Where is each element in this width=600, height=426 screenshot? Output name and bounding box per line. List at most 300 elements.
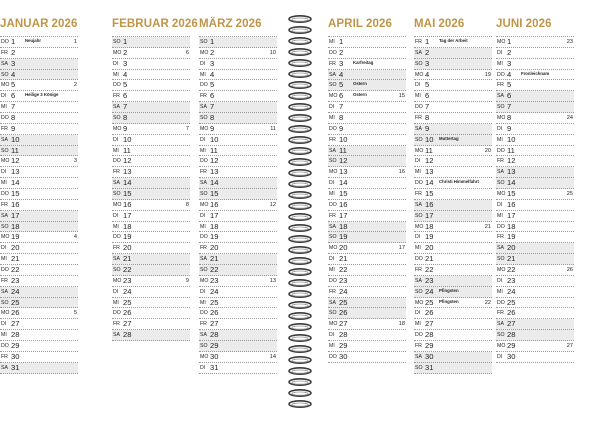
weekday-label: MI bbox=[329, 343, 335, 350]
weekday-label: DI bbox=[1, 169, 7, 176]
weekday-label: DO bbox=[200, 234, 208, 241]
day-number: 31 bbox=[425, 362, 434, 372]
month-name: APRIL bbox=[328, 18, 363, 30]
binding-ring bbox=[289, 137, 311, 143]
day-number: 11 bbox=[11, 145, 19, 155]
day-number: 12 bbox=[123, 156, 132, 166]
day-row bbox=[199, 156, 277, 167]
day-row bbox=[328, 330, 406, 341]
day-number: 6 bbox=[425, 91, 430, 101]
day-row bbox=[328, 124, 406, 135]
weekday-label: DO bbox=[497, 299, 505, 306]
binding-ring bbox=[289, 269, 311, 275]
binding-ring bbox=[289, 159, 311, 165]
day-list bbox=[199, 36, 277, 374]
day-row bbox=[496, 70, 574, 81]
day-row bbox=[328, 189, 406, 200]
weekday-label: DO bbox=[497, 147, 505, 154]
day-number: 5 bbox=[123, 80, 128, 90]
weekday-label: SO bbox=[1, 71, 9, 78]
day-row bbox=[414, 265, 492, 276]
week-number: 13 bbox=[269, 277, 276, 284]
day-row bbox=[414, 341, 492, 352]
weekday-label: SA bbox=[113, 332, 120, 339]
day-row bbox=[0, 156, 78, 167]
day-row bbox=[328, 211, 406, 222]
day-row bbox=[199, 70, 277, 81]
weekday-label: DO bbox=[200, 158, 208, 165]
day-number: 11 bbox=[507, 145, 515, 155]
weekday-label: DO bbox=[200, 82, 208, 89]
day-number: 15 bbox=[11, 189, 20, 199]
weekday-label: DI bbox=[113, 136, 119, 143]
day-number: 18 bbox=[210, 221, 219, 231]
day-number: 9 bbox=[11, 123, 16, 133]
day-number: 24 bbox=[425, 286, 434, 296]
weekday-label: SA bbox=[113, 104, 120, 111]
binding-ring bbox=[289, 357, 311, 363]
day-row bbox=[112, 80, 190, 91]
day-row bbox=[496, 276, 574, 287]
day-row bbox=[496, 156, 574, 167]
week-number: 21 bbox=[484, 223, 491, 230]
day-number: 28 bbox=[11, 330, 20, 340]
day-number: 24 bbox=[339, 286, 348, 296]
weekday-label: MO bbox=[1, 234, 10, 241]
weekday-label: MI bbox=[1, 180, 7, 187]
day-row bbox=[496, 189, 574, 200]
day-row bbox=[0, 178, 78, 189]
day-row bbox=[328, 80, 406, 91]
month-year: 2026 bbox=[235, 18, 262, 30]
day-number: 19 bbox=[507, 232, 516, 242]
day-number: 21 bbox=[339, 254, 348, 264]
binding-ring bbox=[289, 148, 311, 154]
day-row bbox=[414, 319, 492, 330]
day-number: 26 bbox=[11, 308, 20, 318]
day-row bbox=[0, 330, 78, 341]
binding-ring bbox=[289, 335, 311, 341]
day-row bbox=[328, 70, 406, 81]
weekday-label: SO bbox=[497, 256, 505, 263]
day-row bbox=[328, 222, 406, 233]
day-number: 4 bbox=[339, 69, 344, 79]
weekday-label: MO bbox=[415, 223, 424, 230]
binding-ring bbox=[289, 82, 311, 88]
weekday-label: DI bbox=[329, 332, 335, 339]
binding-ring bbox=[289, 368, 311, 374]
weekday-label: MI bbox=[1, 332, 7, 339]
week-number: 1 bbox=[73, 39, 77, 45]
day-number: 29 bbox=[210, 341, 219, 351]
weekday-label: SA bbox=[200, 180, 207, 187]
day-row bbox=[414, 146, 492, 157]
day-number: 14 bbox=[210, 178, 219, 188]
spiral-binding bbox=[287, 12, 313, 412]
weekday-label: FR bbox=[113, 321, 120, 328]
day-number: 23 bbox=[507, 275, 516, 285]
day-number: 9 bbox=[123, 123, 128, 133]
day-row bbox=[414, 243, 492, 254]
day-number: 19 bbox=[123, 232, 132, 242]
weekday-label: MO bbox=[200, 125, 209, 132]
day-row bbox=[112, 48, 190, 59]
day-row bbox=[199, 124, 277, 135]
day-number: 3 bbox=[123, 58, 128, 68]
weekday-label: DI bbox=[415, 82, 421, 89]
day-row bbox=[414, 352, 492, 363]
day-row bbox=[414, 330, 492, 341]
weekday-label: MO bbox=[497, 39, 506, 45]
holiday-label: Ostern bbox=[353, 92, 367, 98]
weekday-label: DI bbox=[200, 364, 206, 371]
weekday-label: MI bbox=[113, 299, 119, 306]
weekday-label: DO bbox=[329, 201, 337, 208]
day-row bbox=[199, 308, 277, 319]
day-row bbox=[496, 298, 574, 309]
holiday-label: Heilige 3 Könige bbox=[25, 92, 59, 98]
weekday-label: DI bbox=[113, 212, 119, 219]
weekday-label: DI bbox=[415, 310, 421, 317]
month-year: 2026 bbox=[525, 18, 552, 30]
day-row bbox=[496, 319, 574, 330]
day-row bbox=[414, 254, 492, 265]
day-row bbox=[199, 146, 277, 157]
binding-ring bbox=[289, 313, 311, 319]
day-number: 1 bbox=[11, 37, 16, 46]
weekday-label: DI bbox=[200, 136, 206, 143]
weekday-label: MO bbox=[329, 321, 338, 328]
weekday-label: FR bbox=[497, 234, 504, 241]
day-row bbox=[199, 319, 277, 330]
day-row bbox=[496, 113, 574, 124]
weekday-label: SO bbox=[200, 115, 208, 122]
day-row bbox=[496, 308, 574, 319]
day-row bbox=[112, 298, 190, 309]
day-number: 23 bbox=[210, 275, 219, 285]
day-number: 20 bbox=[425, 243, 434, 253]
month-title bbox=[0, 14, 78, 34]
week-number: 12 bbox=[269, 201, 276, 208]
day-number: 27 bbox=[11, 319, 20, 329]
day-row bbox=[112, 167, 190, 178]
weekday-label: SO bbox=[415, 212, 423, 219]
day-row bbox=[414, 232, 492, 243]
weekday-label: SO bbox=[329, 82, 337, 89]
weekday-label: DI bbox=[200, 288, 206, 295]
day-number: 1 bbox=[123, 37, 128, 46]
day-number: 12 bbox=[210, 156, 219, 166]
day-number: 14 bbox=[123, 178, 132, 188]
day-number: 6 bbox=[11, 91, 16, 101]
binding-ring bbox=[289, 38, 311, 44]
day-number: 3 bbox=[507, 58, 512, 68]
day-number: 13 bbox=[123, 167, 132, 177]
day-row bbox=[328, 135, 406, 146]
weekday-label: FR bbox=[415, 191, 422, 198]
binding-ring bbox=[289, 280, 311, 286]
day-row bbox=[414, 135, 492, 146]
holiday-label: Christi Himmelfahrt bbox=[439, 179, 479, 185]
weekday-label: SO bbox=[415, 364, 423, 371]
day-number: 6 bbox=[339, 91, 344, 101]
day-row bbox=[0, 287, 78, 298]
day-number: 10 bbox=[123, 134, 132, 144]
day-row bbox=[0, 124, 78, 135]
day-row bbox=[199, 59, 277, 70]
day-number: 6 bbox=[123, 91, 128, 101]
weekday-label: FR bbox=[329, 60, 336, 67]
day-row bbox=[199, 80, 277, 91]
month-name: MÄRZ bbox=[199, 18, 233, 30]
weekday-label: SO bbox=[113, 267, 121, 274]
weekday-label: MO bbox=[200, 49, 209, 56]
binding-ring bbox=[289, 379, 311, 385]
weekday-label: SO bbox=[497, 104, 505, 111]
binding-ring bbox=[289, 71, 311, 77]
day-row bbox=[0, 222, 78, 233]
day-number: 12 bbox=[11, 156, 20, 166]
weekday-label: FR bbox=[497, 310, 504, 317]
day-row bbox=[199, 211, 277, 222]
day-row bbox=[496, 341, 574, 352]
weekday-label: DI bbox=[1, 245, 7, 252]
day-row bbox=[328, 243, 406, 254]
day-row bbox=[0, 135, 78, 146]
weekday-label: MI bbox=[329, 115, 335, 122]
binding-ring bbox=[289, 247, 311, 253]
weekday-label: DO bbox=[329, 49, 337, 56]
day-row bbox=[199, 167, 277, 178]
month-column-6 bbox=[496, 14, 574, 363]
month-column-4 bbox=[328, 14, 406, 363]
month-title bbox=[199, 14, 277, 34]
day-row bbox=[414, 276, 492, 287]
holiday-label: Ostern bbox=[353, 81, 367, 87]
weekday-label: SO bbox=[200, 39, 208, 45]
day-number: 22 bbox=[507, 265, 516, 275]
day-number: 13 bbox=[507, 167, 516, 177]
day-row bbox=[112, 59, 190, 70]
day-number: 29 bbox=[425, 341, 434, 351]
day-number: 2 bbox=[425, 47, 430, 57]
weekday-label: FR bbox=[329, 136, 336, 143]
day-row bbox=[414, 200, 492, 211]
weekday-label: SO bbox=[200, 191, 208, 198]
month-title bbox=[112, 14, 198, 34]
day-row bbox=[414, 80, 492, 91]
weekday-label: FR bbox=[1, 277, 8, 284]
day-row bbox=[414, 211, 492, 222]
day-row bbox=[328, 102, 406, 113]
day-number: 9 bbox=[210, 123, 215, 133]
day-row bbox=[328, 48, 406, 59]
day-number: 25 bbox=[507, 297, 516, 307]
weekday-label: DO bbox=[1, 191, 9, 198]
day-number: 7 bbox=[425, 102, 430, 112]
day-row bbox=[0, 254, 78, 265]
day-row bbox=[112, 37, 190, 48]
day-row bbox=[414, 363, 492, 374]
day-number: 27 bbox=[425, 319, 434, 329]
month-column-2 bbox=[112, 14, 198, 341]
weekday-label: MI bbox=[497, 288, 503, 295]
day-number: 16 bbox=[507, 199, 516, 209]
day-number: 26 bbox=[425, 308, 434, 318]
week-number: 11 bbox=[270, 125, 276, 132]
binding-ring bbox=[289, 236, 311, 242]
weekday-label: DO bbox=[415, 332, 423, 339]
binding-ring bbox=[289, 16, 311, 22]
day-row bbox=[199, 189, 277, 200]
day-number: 30 bbox=[507, 351, 516, 361]
day-number: 6 bbox=[507, 91, 512, 101]
weekday-label: MI bbox=[113, 223, 119, 230]
holiday-label: Pfingsten bbox=[439, 287, 459, 293]
day-number: 19 bbox=[210, 232, 219, 242]
day-list bbox=[414, 36, 492, 374]
day-row bbox=[112, 200, 190, 211]
day-number: 28 bbox=[123, 330, 132, 340]
binding-ring bbox=[289, 302, 311, 308]
day-row bbox=[328, 146, 406, 157]
week-number: 18 bbox=[398, 321, 405, 328]
day-number: 12 bbox=[425, 156, 434, 166]
month-title bbox=[328, 14, 406, 34]
day-row bbox=[328, 178, 406, 189]
day-number: 13 bbox=[425, 167, 434, 177]
week-number: 24 bbox=[566, 115, 573, 122]
day-number: 14 bbox=[339, 178, 348, 188]
day-row bbox=[328, 37, 406, 48]
day-row bbox=[199, 178, 277, 189]
binding-ring bbox=[289, 390, 311, 396]
day-row bbox=[414, 189, 492, 200]
weekday-label: SA bbox=[1, 288, 8, 295]
day-row bbox=[199, 135, 277, 146]
day-row bbox=[328, 167, 406, 178]
holiday-label: Karfreitag bbox=[353, 59, 374, 65]
weekday-label: MO bbox=[415, 299, 424, 306]
weekday-label: MO bbox=[329, 93, 338, 100]
day-number: 11 bbox=[123, 145, 131, 155]
day-row bbox=[199, 232, 277, 243]
day-number: 3 bbox=[425, 58, 430, 68]
weekday-label: MO bbox=[1, 310, 10, 317]
day-row bbox=[112, 232, 190, 243]
week-number: 20 bbox=[484, 147, 491, 154]
binding-ring bbox=[289, 60, 311, 66]
week-number: 3 bbox=[73, 158, 77, 165]
day-number: 5 bbox=[507, 80, 512, 90]
day-number: 28 bbox=[425, 330, 434, 340]
day-number: 3 bbox=[210, 58, 215, 68]
day-row bbox=[112, 308, 190, 319]
binding-ring bbox=[289, 192, 311, 198]
binding-ring bbox=[289, 324, 311, 330]
day-row bbox=[414, 178, 492, 189]
day-row bbox=[328, 341, 406, 352]
day-number: 9 bbox=[507, 123, 512, 133]
day-number: 10 bbox=[425, 134, 434, 144]
weekday-label: SA bbox=[1, 212, 8, 219]
day-number: 17 bbox=[339, 210, 348, 220]
day-row bbox=[328, 232, 406, 243]
day-number: 26 bbox=[339, 308, 348, 318]
day-number: 18 bbox=[11, 221, 20, 231]
day-row bbox=[112, 276, 190, 287]
day-row bbox=[328, 287, 406, 298]
day-number: 17 bbox=[507, 210, 516, 220]
weekday-label: SA bbox=[415, 125, 422, 132]
day-number: 14 bbox=[507, 178, 516, 188]
weekday-label: DO bbox=[1, 343, 9, 350]
month-year: 2026 bbox=[51, 18, 78, 30]
day-number: 5 bbox=[210, 80, 215, 90]
weekday-label: SO bbox=[113, 191, 121, 198]
weekday-label: DO bbox=[329, 125, 337, 132]
weekday-label: FR bbox=[415, 39, 422, 45]
day-row bbox=[0, 59, 78, 70]
day-row bbox=[496, 243, 574, 254]
day-number: 2 bbox=[210, 47, 215, 57]
weekday-label: MO bbox=[497, 343, 506, 350]
day-row bbox=[112, 124, 190, 135]
day-row bbox=[199, 102, 277, 113]
weekday-label: MO bbox=[113, 277, 122, 284]
day-number: 21 bbox=[425, 254, 434, 264]
day-row bbox=[112, 102, 190, 113]
day-number: 3 bbox=[339, 58, 344, 68]
day-row bbox=[112, 287, 190, 298]
holiday-label: Muttertag bbox=[439, 135, 459, 141]
weekday-label: DO bbox=[329, 277, 337, 284]
day-number: 21 bbox=[507, 254, 516, 264]
day-number: 18 bbox=[425, 221, 434, 231]
day-list bbox=[0, 36, 78, 374]
weekday-label: MI bbox=[1, 104, 7, 111]
day-number: 17 bbox=[210, 210, 219, 220]
weekday-label: DO bbox=[497, 71, 505, 78]
day-number: 13 bbox=[11, 167, 20, 177]
day-row bbox=[0, 70, 78, 81]
day-number: 17 bbox=[425, 210, 434, 220]
week-number: 7 bbox=[185, 125, 189, 132]
day-number: 3 bbox=[11, 58, 16, 68]
day-number: 23 bbox=[425, 275, 434, 285]
weekday-label: MI bbox=[200, 71, 206, 78]
day-number: 22 bbox=[339, 265, 348, 275]
day-number: 23 bbox=[123, 275, 132, 285]
day-number: 5 bbox=[339, 80, 344, 90]
day-row bbox=[328, 59, 406, 70]
day-list bbox=[112, 36, 190, 341]
day-number: 27 bbox=[123, 319, 132, 329]
day-number: 4 bbox=[123, 69, 128, 79]
weekday-label: FR bbox=[200, 169, 207, 176]
binding-ring bbox=[289, 258, 311, 264]
binding-ring bbox=[289, 104, 311, 110]
weekday-label: MI bbox=[113, 71, 119, 78]
weekday-label: SO bbox=[113, 39, 121, 45]
day-row bbox=[496, 287, 574, 298]
weekday-label: DO bbox=[1, 39, 9, 45]
day-row bbox=[496, 80, 574, 91]
weekday-label: DI bbox=[113, 60, 119, 67]
day-number: 23 bbox=[339, 275, 348, 285]
weekday-label: SA bbox=[497, 321, 504, 328]
weekday-label: MI bbox=[497, 60, 503, 67]
